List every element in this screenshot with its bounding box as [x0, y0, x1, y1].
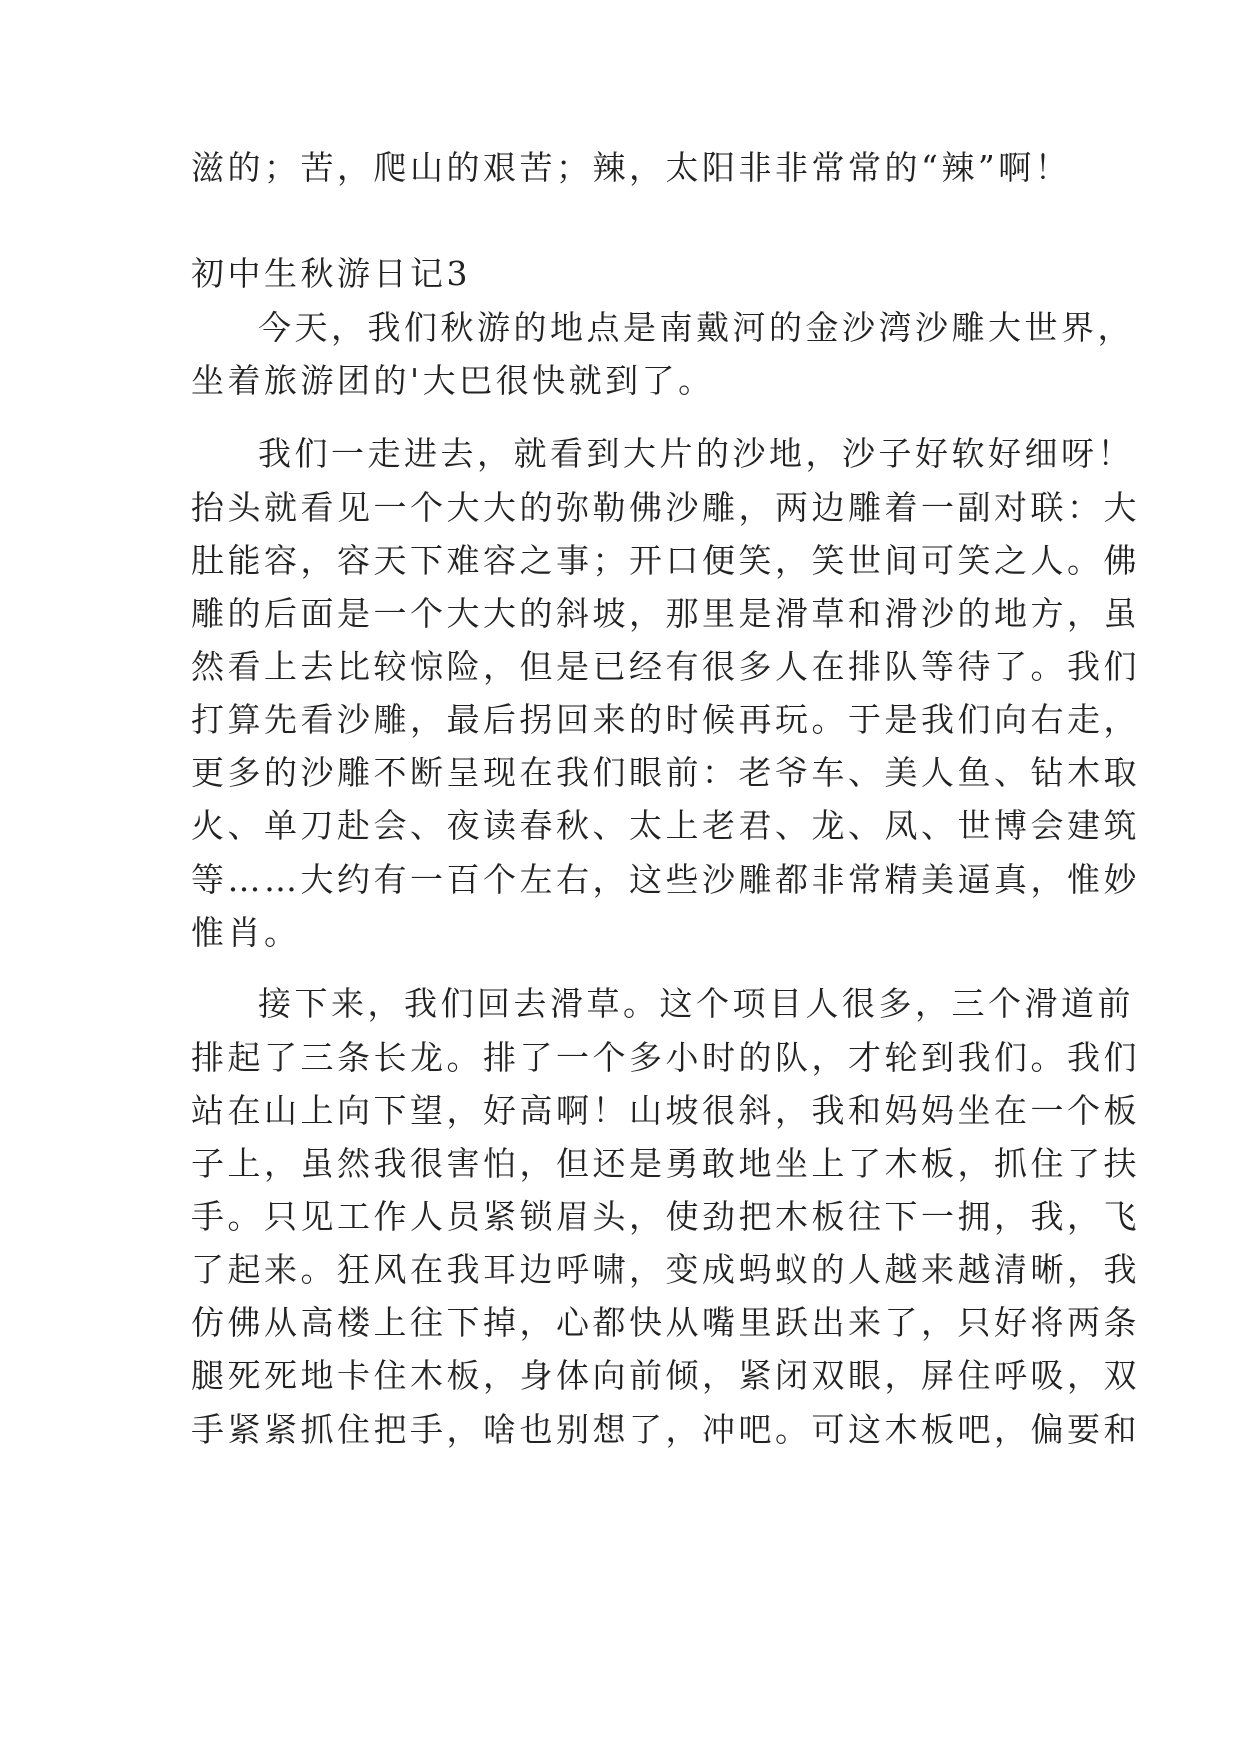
paragraph-2-line-1: 我们一走进去，就看到大片的沙地，沙子好软好细呀！ — [258, 434, 1134, 473]
previous-text-fragment: 滋的；苦，爬山的艰苦；辣，太阳非非常常的“辣”啊！ — [191, 148, 1072, 187]
paragraph-3-line-3: 站在山上向下望，好高啊！山坡很斜，我和妈妈坐在一个板 — [191, 1091, 1140, 1130]
paragraph-1-line-1: 今天，我们秋游的地点是南戴河的金沙湾沙雕大世界， — [258, 308, 1134, 347]
paragraph-2-line-9: 等……大约有一百个左右，这些沙雕都非常精美逼真，惟妙 — [191, 860, 1140, 899]
paragraph-2-line-6: 打算先看沙雕，最后拐回来的时候再玩。于是我们向右走， — [191, 700, 1140, 739]
paragraph-3-line-4: 子上，虽然我很害怕，但还是勇敢地坐上了木板，抓住了扶 — [191, 1144, 1140, 1183]
paragraph-2-line-2: 抬头就看见一个大大的弥勒佛沙雕，两边雕着一副对联：大 — [191, 488, 1140, 527]
paragraph-2-line-7: 更多的沙雕不断呈现在我们眼前：老爷车、美人鱼、钻木取 — [191, 753, 1140, 792]
paragraph-2-line-10: 惟肖。 — [191, 913, 301, 952]
paragraph-3-line-9: 手紧紧抓住把手，啥也别想了，冲吧。可这木板吧，偏要和 — [191, 1410, 1140, 1449]
paragraph-2-line-3: 肚能容，容天下难容之事；开口便笑，笑世间可笑之人。佛 — [191, 541, 1140, 580]
paragraph-1-line-2: 坐着旅游团的'大巴很快就到了。 — [191, 361, 715, 400]
paragraph-2-line-8: 火、单刀赴会、夜读春秋、太上老君、龙、凤、世博会建筑 — [191, 806, 1140, 845]
paragraph-3-line-1: 接下来，我们回去滑草。这个项目人很多，三个滑道前 — [258, 984, 1134, 1023]
paragraph-2-line-4: 雕的后面是一个大大的斜坡，那里是滑草和滑沙的地方，虽 — [191, 594, 1140, 633]
section-heading: 初中生秋游日记3 — [191, 254, 471, 293]
paragraph-3-line-6: 了起来。狂风在我耳边呼啸，变成蚂蚁的人越来越清晰，我 — [191, 1250, 1140, 1289]
paragraph-3-line-7: 仿佛从高楼上往下掉，心都快从嘴里跃出来了，只好将两条 — [191, 1303, 1140, 1342]
paragraph-2-line-5: 然看上去比较惊险，但是已经有很多人在排队等待了。我们 — [191, 647, 1140, 686]
paragraph-3-line-5: 手。只见工作人员紧锁眉头，使劲把木板往下一拥，我，飞 — [191, 1197, 1140, 1236]
paragraph-3-line-8: 腿死死地卡住木板，身体向前倾，紧闭双眼，屏住呼吸，双 — [191, 1356, 1140, 1395]
paragraph-3-line-2: 排起了三条长龙。排了一个多小时的队，才轮到我们。我们 — [191, 1038, 1140, 1077]
